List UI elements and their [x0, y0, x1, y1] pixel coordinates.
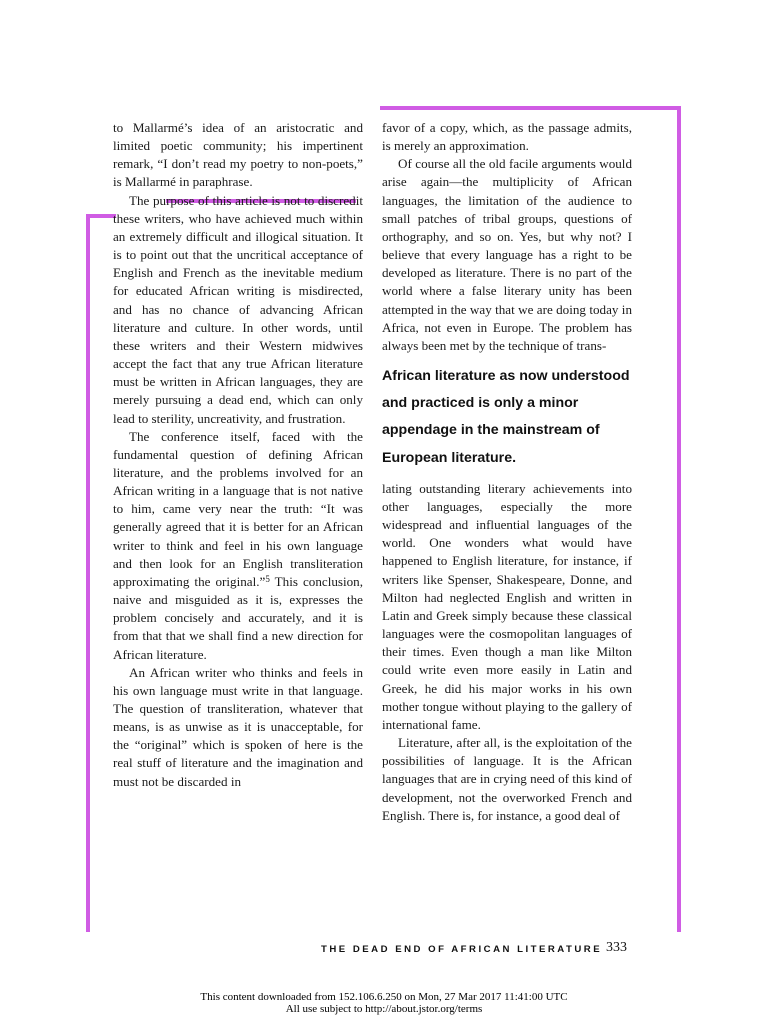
download-notice-line-1: This content downloaded from 152.106.6.250 on Mon, 27 Mar 2017 11:41:00 UTC [200, 991, 568, 1003]
paragraph-left-3-text: The conference itself, faced with the fundamental question of defining African literature, and the problems involved for an African writing in a language that is not native to him, came very near the truth: “It was generally agreed that it is better for an African writer to think and feel in his own language and then look for an English transliteration approximating the original.” [113, 428, 363, 589]
left-bracket-vertical [86, 214, 90, 932]
paragraph-right-1: favor of a copy, which, as the passage admits, is merely an approximation. [382, 120, 632, 154]
paragraph-right-3: lating outstanding literary achievements into other languages, especially the more widespread and influential languages of the world. One wonders what would have happened to English literature, for instance, if writers like Spenser, Shakespeare, Donne, and Milton had neglected English and written in Latin and Greek simply because these classical languages were the cosmopolitan languages of their times. Even though a man like Milton could write even more easily in Latin and Greek, he did his major works in his own mother tongue without playing to the gallery of international fame. [382, 480, 632, 732]
pull-quote-line-1: African literature as now understood [382, 368, 630, 385]
paragraph-left-1: to Mallarmé’s idea of an aristocratic and limited poetic community; his impertinent remark, “I don’t read my poetry to non-poets,” is Mallarmé in paraphrase. [113, 120, 363, 190]
paragraph-left-2: The purpose of this article is not to discredit these writers, who have achieved much within an extremely difficult and illogical situation. It is to point out that the uncritical acceptance of English and French as the inevitable medium for educated African writing is misdirected, and has no chance of advancing African literature and culture. In other words, until these writers and their Western midwives accept the fact that any true African literature must be written in African languages, they are merely pursuing a dead end, which can only lead to sterility, uncreativity, and frustration. [113, 192, 363, 426]
paragraph-left-4: An African writer who thinks and feels in his own language must write in that language. The question of transliteration, whatever that means, is as unwise as it is unacceptable, for the “original” which is spoken of here is the real stuff of literature and the imagination and must not be discarded in [113, 664, 363, 789]
download-notice-line-2[interactable]: All use subject to http://about.jstor.org/terms [285, 1003, 483, 1015]
footnote-ref[interactable]: 5 [265, 573, 270, 584]
pull-quote-line-4: European literature. [382, 449, 517, 466]
running-title: THE DEAD END OF AFRICAN LITERATURE [321, 944, 603, 955]
paragraph-left-3 [113, 428, 363, 664]
pull-quote-line-2: and practiced is only a minor [382, 395, 579, 412]
pull-quote-line-3: appendage in the mainstream of [382, 422, 600, 439]
top-right-bracket-vertical [677, 106, 681, 932]
left-column [113, 119, 363, 791]
top-right-bracket-horizontal [380, 106, 681, 110]
right-column [382, 119, 632, 825]
paragraph-right-2: Of course all the old facile arguments would arise again—the multiplicity of African languages, the limitation of the audience to small patches of tribal groups, questions of orthography, and so on. Yes, but why not? I believe that every language has a right to be developed as literature. There is no part of the world where a false literary unity has been attempted in the way that we are doing today in Africa, not even in Europe. The problem has always been met by the technique of trans- [382, 156, 632, 353]
paragraph-right-4: Literature, after all, is the exploitation of the possibilities of language. It is the African languages that are in crying need of this kind of development, not the overworked French and English. There is, for instance, a good deal of [382, 735, 632, 823]
paragraph-left-3-cont: This conclusion, naive and misguided as it is, expresses the problem concisely and accurately, and it is from that that we shall find a new direction for African literature. [113, 573, 363, 662]
page-number: 333 [606, 940, 627, 955]
left-bracket-horizontal [86, 214, 116, 218]
pull-quote [382, 363, 662, 472]
